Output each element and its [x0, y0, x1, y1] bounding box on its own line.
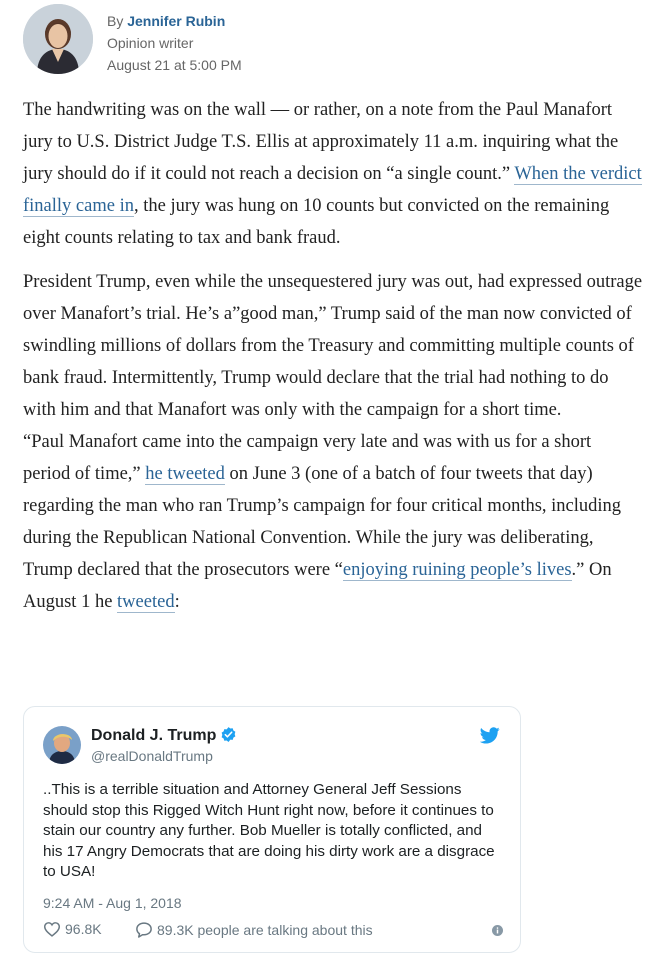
tweet-timestamp[interactable]: 9:24 AM - Aug 1, 2018	[43, 895, 182, 911]
tweet-author-avatar[interactable]	[43, 726, 81, 764]
article-body	[23, 94, 643, 630]
author-name-link[interactable]: Jennifer Rubin	[127, 13, 226, 29]
heart-icon	[43, 921, 61, 937]
author-role: Opinion writer	[107, 35, 194, 51]
tweet-author-name[interactable]: Donald J. Trump	[91, 726, 237, 745]
paragraph-2: President Trump, even while the unsequestered jury was out, had expressed outrage over Manafort’s trial. He’s a”good man,” Trump said of the man now convicted of swindling millions of dollars from the Treasury and committing multiple counts of bank fraud. Intermittently, Trump would declare that the trial had nothing to do with him and that Manafort was only with the campaign for a short time.	[23, 272, 643, 420]
ruining-lives-link[interactable]: enjoying ruining people’s lives	[342, 560, 572, 580]
publish-date: August 21 at 5:00 PM	[107, 57, 242, 73]
twitter-bird-icon[interactable]	[480, 727, 500, 744]
paragraph-1: The handwriting was on the wall — or rather, on a note from the Paul Manafort jury to U.S. District Judge T.S. Ellis at approximately 11 a.m. inquiring what the jury should do if it could not reach a decision on “a single count.” When the verdict finally came in, the jury was hung on 10 counts but convicted on the remaining eight counts relating to tax and bank fraud.	[23, 100, 642, 248]
tweeted-link[interactable]: tweeted	[117, 592, 175, 612]
tweet-text: ..This is a terrible situation and Attorney General Jeff Sessions should stop this Rigged Witch Hunt right now, before it continues to stain our country any further. Bob Mueller is totally conflicted, and his 17 Angry Democrats that are doing his dirty work are a disgrace to USA!	[43, 781, 495, 881]
he-tweeted-link[interactable]: he tweeted	[145, 464, 225, 484]
conversation-count: 89.3K people are talking about this	[157, 921, 373, 938]
like-button[interactable]	[43, 921, 102, 937]
paragraph-3: “Paul Manafort came into the campaign very late and was with us for a short period of time,” he tweeted on June 3 (one of a batch of four tweets that day) regarding the man who ran Trump’s campaign for four critical months, including during the Republican National Convention. While the jury was deliberating, Trump declared that the prosecutors were “enjoying ruining people’s lives.” On August 1 he tweeted:	[23, 432, 622, 612]
author-avatar[interactable]	[23, 4, 93, 74]
tweet-author-handle[interactable]: @realDonaldTrump	[91, 748, 213, 764]
tweet-actions	[43, 921, 505, 941]
reply-button[interactable]	[135, 921, 373, 938]
like-count: 96.8K	[65, 921, 102, 937]
verdict-link[interactable]: When the verdict finally came in	[23, 164, 642, 216]
speech-bubble-icon	[135, 921, 153, 938]
info-icon[interactable]	[492, 925, 503, 936]
by-label: By	[107, 13, 124, 29]
embedded-tweet[interactable]	[23, 706, 521, 953]
verified-badge-icon	[220, 726, 237, 743]
